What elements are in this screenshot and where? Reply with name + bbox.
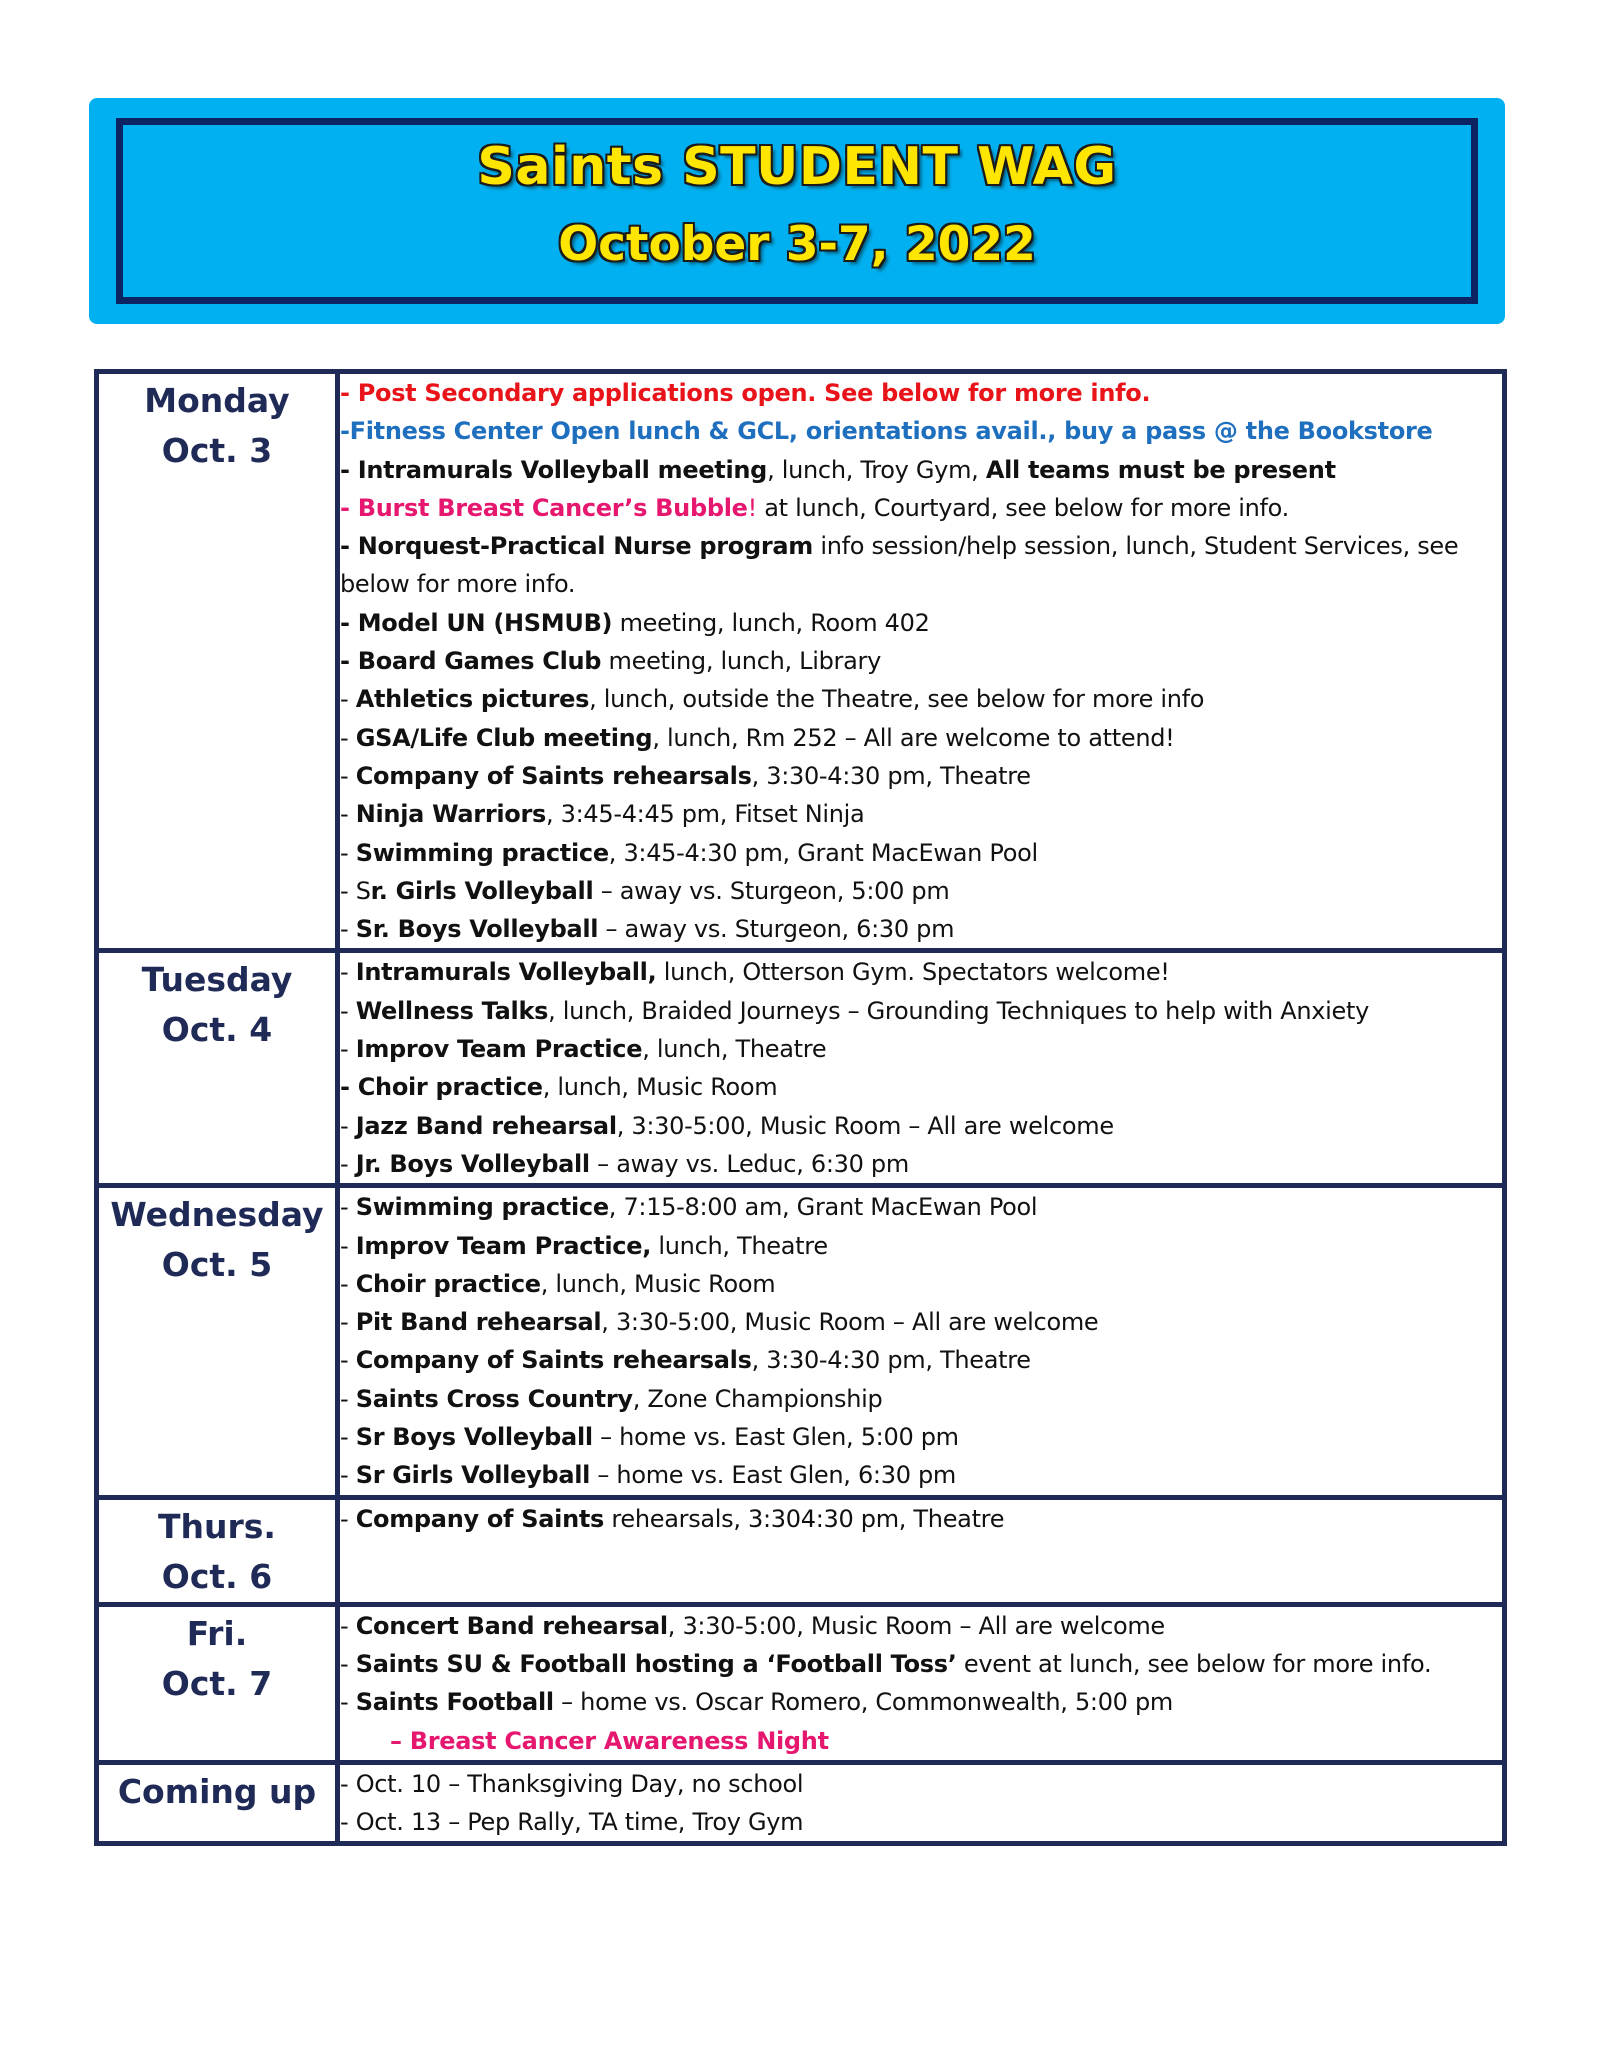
day-cell-monday	[97, 372, 338, 951]
event-item: - Sr Boys Volleyball – home vs. East Glen, 5:00 pm	[340, 1423, 959, 1452]
event-item: - Jr. Boys Volleyball – away vs. Leduc, 6:30 pm	[340, 1149, 909, 1178]
event-item: - Sr. Girls Volleyball – away vs. Sturgeon, 5:00 pm	[340, 876, 950, 905]
event-item: - Swimming practice, 3:45-4:30 pm, Grant MacEwan Pool	[340, 838, 1038, 867]
event-item: - Swimming practice, 7:15-8:00 am, Grant MacEwan Pool	[340, 1193, 1038, 1222]
event-item: - Board Games Club meeting, lunch, Library	[340, 647, 881, 676]
events-cell-wednesday	[338, 1186, 1505, 1497]
events-cell-monday	[338, 372, 1505, 951]
event-item: - Choir practice, lunch, Music Room	[340, 1073, 778, 1102]
event-item: - Improv Team Practice, lunch, Theatre	[340, 1231, 828, 1260]
weekly-schedule-table	[94, 369, 1507, 1846]
event-item: - Burst Breast Cancer’s Bubble! at lunch, Courtyard, see below for more info.	[340, 493, 1289, 522]
event-item: - Jazz Band rehearsal, 3:30-5:00, Music Room – All are welcome	[340, 1111, 1114, 1140]
table-row-coming-up	[97, 1762, 1505, 1844]
event-item: -Fitness Center Open lunch & GCL, orientations avail., buy a pass @ the Bookstore	[340, 417, 1433, 446]
event-item: - Sr. Boys Volleyball – away vs. Sturgeon, 6:30 pm	[340, 915, 955, 944]
event-item: - Saints Football – home vs. Oscar Romero, Commonwealth, 5:00 pm	[340, 1688, 1173, 1717]
day-cell-thursday	[97, 1497, 338, 1604]
newsletter-title: Saints STUDENT WAG	[477, 137, 1117, 197]
table-row-tuesday	[97, 951, 1505, 1186]
event-item: - Saints Cross Country, Zone Championship	[340, 1384, 883, 1413]
table-row-wednesday	[97, 1186, 1505, 1497]
event-item: - Ninja Warriors, 3:45-4:45 pm, Fitset Ninja	[340, 800, 865, 829]
events-cell-coming-up	[338, 1762, 1505, 1844]
day-name: Coming up	[117, 1771, 317, 1811]
day-cell-wednesday	[97, 1186, 338, 1497]
events-cell-tuesday	[338, 951, 1505, 1186]
event-item: - Improv Team Practice, lunch, Theatre	[340, 1035, 827, 1064]
table-row-friday	[97, 1604, 1505, 1762]
event-item: - Athletics pictures, lunch, outside the Theatre, see below for more info	[340, 685, 1205, 714]
header-banner-frame	[116, 118, 1478, 304]
day-date: Oct. 5	[161, 1245, 273, 1285]
table-row-monday	[97, 372, 1505, 951]
day-name: Thurs.	[158, 1506, 276, 1546]
event-item: - Wellness Talks, lunch, Braided Journeys – Grounding Techniques to help with Anxiety	[340, 996, 1369, 1025]
event-item: - Intramurals Volleyball meeting, lunch, Troy Gym, All teams must be present	[340, 455, 1336, 484]
event-item: - Oct. 10 – Thanksgiving Day, no school	[340, 1769, 804, 1798]
event-item: - Concert Band rehearsal, 3:30-5:00, Music Room – All are welcome	[340, 1611, 1165, 1640]
table-row-thursday	[97, 1497, 1505, 1604]
event-item: - GSA/Life Club meeting, lunch, Rm 252 – All are welcome to attend!	[340, 723, 1175, 752]
day-cell-tuesday	[97, 951, 338, 1186]
event-item: - Post Secondary applications open. See below for more info.	[340, 379, 1151, 407]
event-item: - Saints SU & Football hosting a ‘Football Toss’ event at lunch, see below for more info.	[340, 1649, 1432, 1678]
day-date: Oct. 3	[161, 431, 273, 470]
event-item: - Company of Saints rehearsals, 3:30-4:30 pm, Theatre	[340, 1346, 1031, 1375]
day-name: Tuesday	[141, 960, 293, 1000]
event-item: - Intramurals Volleyball, lunch, Otterson Gym. Spectators welcome!	[340, 958, 1170, 987]
event-item: - Company of Saints rehearsals, 3:304:30 pm, Theatre	[340, 1504, 1005, 1533]
day-date: Oct. 6	[161, 1556, 273, 1596]
day-cell-friday	[97, 1604, 338, 1762]
events-cell-thursday	[338, 1497, 1505, 1604]
day-name: Wednesday	[110, 1195, 324, 1235]
day-date: Oct. 4	[161, 1010, 273, 1050]
event-item: - Model UN (HSMUB) meeting, lunch, Room 402	[340, 608, 930, 637]
event-item: - Norquest-Practical Nurse program info session/help session, lunch, Student Services, see below for more info.	[340, 532, 1459, 599]
day-name: Monday	[144, 381, 290, 420]
newsletter-dates: October 3-7, 2022	[558, 217, 1036, 272]
event-item: - Choir practice, lunch, Music Room	[340, 1269, 776, 1298]
event-item: – Breast Cancer Awareness Night	[390, 1726, 829, 1755]
event-item: - Company of Saints rehearsals, 3:30-4:30 pm, Theatre	[340, 761, 1031, 790]
event-item: - Sr Girls Volleyball – home vs. East Glen, 6:30 pm	[340, 1461, 957, 1490]
event-item: - Oct. 13 – Pep Rally, TA time, Troy Gym	[340, 1808, 804, 1837]
day-cell-coming-up	[97, 1762, 338, 1844]
day-name: Fri.	[186, 1613, 248, 1653]
event-item: - Pit Band rehearsal, 3:30-5:00, Music Room – All are welcome	[340, 1308, 1099, 1337]
day-date: Oct. 7	[161, 1663, 273, 1703]
events-cell-friday	[338, 1604, 1505, 1762]
